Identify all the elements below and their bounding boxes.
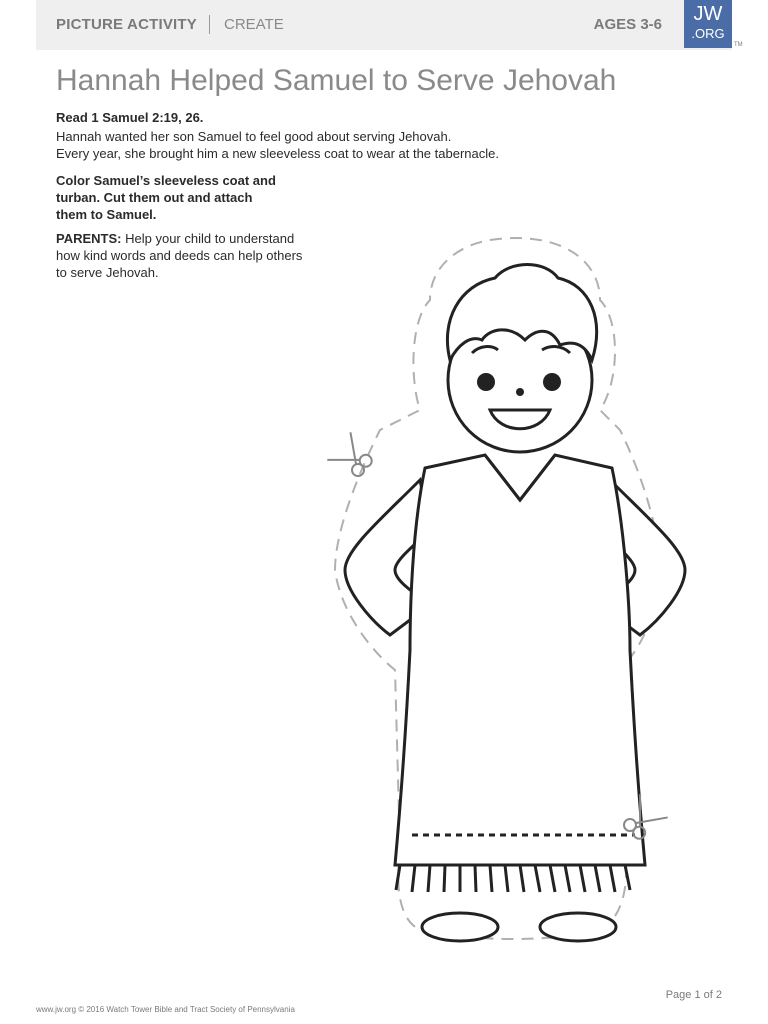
parents-label: PARENTS: <box>56 231 122 246</box>
logo-jw-text: JW <box>693 3 723 25</box>
instruction-line: Color Samuel’s sleeveless coat and <box>56 173 276 188</box>
parents-line <box>56 230 326 247</box>
header-divider <box>209 15 210 34</box>
jw-org-logo[interactable] <box>684 0 732 48</box>
copyright-notice: www.jw.org © 2016 Watch Tower Bible and Tract Society of Pennsylvania <box>36 1005 295 1014</box>
instruction-line: turban. Cut them out and attach <box>56 190 253 205</box>
page-indicator: Page 1 of 2 <box>665 989 722 1001</box>
intro-line: Hannah wanted her son Samuel to feel good about serving Jehovah. <box>56 129 452 144</box>
scripture-reading: Read 1 Samuel 2:19, 26. <box>56 110 204 125</box>
logo-org-text: .ORG <box>691 26 725 41</box>
activity-type-label: PICTURE ACTIVITY <box>56 16 197 33</box>
samuel-coloring-illustration <box>300 230 730 950</box>
scissors-icon <box>327 432 378 483</box>
robe <box>395 455 645 865</box>
left-eye <box>477 373 495 391</box>
parents-line: how kind words and deeds can help others <box>56 248 303 263</box>
activity-category-label: CREATE <box>224 16 284 33</box>
age-range-label: AGES 3-6 <box>593 16 662 33</box>
nose <box>516 388 524 396</box>
instruction-line: them to Samuel. <box>56 207 157 222</box>
parents-note <box>56 230 326 281</box>
right-eye <box>543 373 561 391</box>
trademark-mark: TM <box>734 42 743 48</box>
parents-line: to serve Jehovah. <box>56 265 159 280</box>
activity-instructions <box>56 172 306 223</box>
left-foot <box>422 913 498 941</box>
robe-fringe <box>396 865 630 892</box>
intro-text <box>56 128 556 162</box>
page-title: Hannah Helped Samuel to Serve Jehovah <box>56 64 617 97</box>
right-foot <box>540 913 616 941</box>
intro-line: Every year, she brought him a new sleeveless coat to wear at the tabernacle. <box>56 146 499 161</box>
parents-text: Help your child to understand <box>125 231 295 246</box>
